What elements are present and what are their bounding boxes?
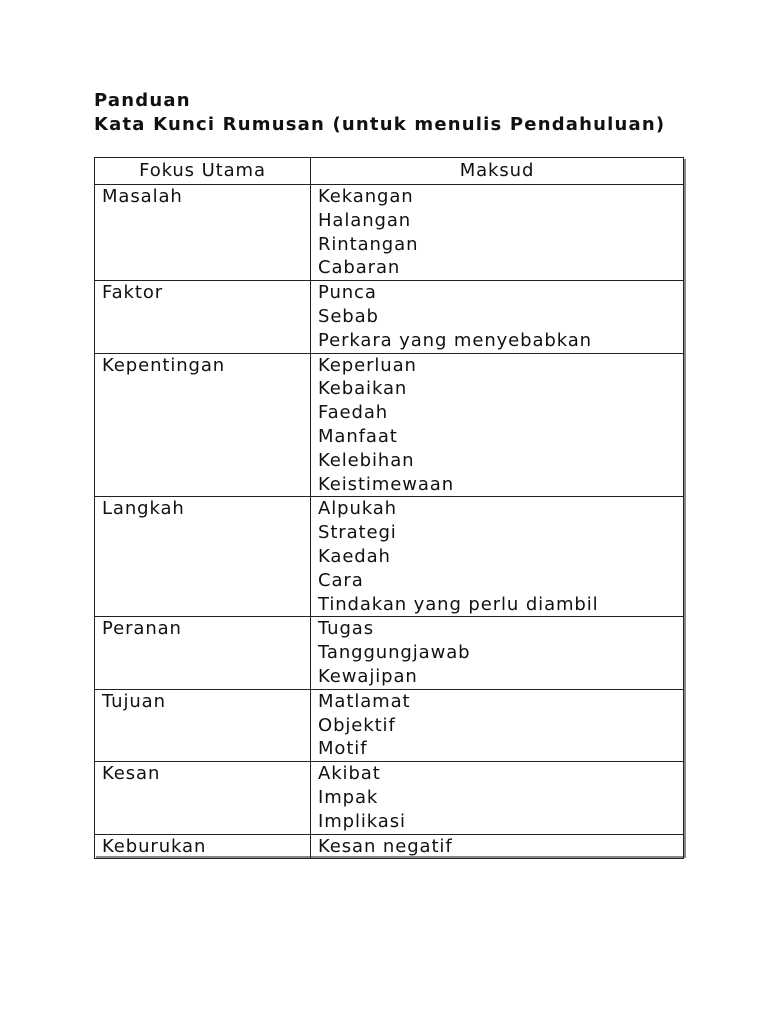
meaning-item: Kewajipan — [318, 665, 418, 687]
meaning-item: Cabaran — [318, 257, 401, 279]
table-body — [95, 185, 684, 859]
focus-cell: Kesan — [95, 762, 311, 834]
meaning-item: Matlamat — [318, 690, 411, 712]
meaning-item: Tindakan yang perlu diambil — [318, 593, 599, 615]
meaning-item: Keperluan — [318, 354, 417, 376]
focus-cell: Langkah — [95, 497, 311, 617]
focus-cell: Peranan — [95, 617, 311, 689]
meaning-item: Tanggungjawab — [318, 642, 471, 664]
meaning-item: Objektif — [318, 714, 396, 736]
meaning-item: Cara — [318, 569, 364, 591]
meaning-item: Keistimewaan — [318, 473, 455, 495]
meaning-item: Implikasi — [318, 810, 406, 832]
meaning-cell — [311, 834, 684, 859]
keyword-table — [94, 157, 684, 859]
table-row — [95, 497, 684, 617]
table-row — [95, 617, 684, 689]
meaning-item: Sebab — [318, 305, 379, 327]
table-row — [95, 185, 684, 281]
meaning-item: Kaedah — [318, 545, 391, 567]
meaning-cell — [311, 353, 684, 497]
meaning-item: Perkara yang menyebabkan — [318, 329, 592, 351]
table-row — [95, 353, 684, 497]
meaning-cell — [311, 762, 684, 834]
meaning-item: Manfaat — [318, 425, 398, 447]
meaning-item: Strategi — [318, 522, 397, 544]
meaning-item: Tugas — [318, 618, 375, 640]
meaning-item: Faedah — [318, 402, 389, 424]
header-maksud: Maksud — [311, 158, 684, 185]
table-shadow-right — [684, 159, 686, 857]
meaning-item: Rintangan — [318, 233, 419, 255]
meaning-cell — [311, 617, 684, 689]
focus-cell: Kepentingan — [95, 353, 311, 497]
focus-cell: Faktor — [95, 281, 311, 353]
meaning-item: Kesan negatif — [318, 835, 453, 857]
meaning-cell — [311, 497, 684, 617]
meaning-cell — [311, 185, 684, 281]
meaning-item: Motif — [318, 738, 368, 760]
meaning-item: Kebaikan — [318, 378, 408, 400]
meaning-item: Halangan — [318, 209, 412, 231]
meaning-cell — [311, 281, 684, 353]
table-row — [95, 689, 684, 761]
meaning-cell — [311, 689, 684, 761]
table-row — [95, 762, 684, 834]
meaning-item: Kelebihan — [318, 449, 415, 471]
meaning-item: Akibat — [318, 763, 381, 785]
header-fokus-utama: Fokus Utama — [95, 158, 311, 185]
meaning-item: Kekangan — [318, 186, 414, 207]
meaning-item: Alpukah — [318, 498, 397, 520]
table-row — [95, 281, 684, 353]
document-title — [94, 89, 665, 137]
table-row — [95, 834, 684, 859]
focus-cell: Masalah — [95, 185, 311, 281]
focus-cell: Tujuan — [95, 689, 311, 761]
meaning-item: Punca — [318, 282, 377, 304]
meaning-item: Impak — [318, 786, 379, 808]
focus-cell: Keburukan — [95, 834, 311, 859]
title-line-2: Kata Kunci Rumusan (untuk menulis Pendahuluan) — [94, 114, 666, 135]
table-header-row — [95, 158, 684, 185]
title-line-1: Panduan — [94, 90, 191, 111]
